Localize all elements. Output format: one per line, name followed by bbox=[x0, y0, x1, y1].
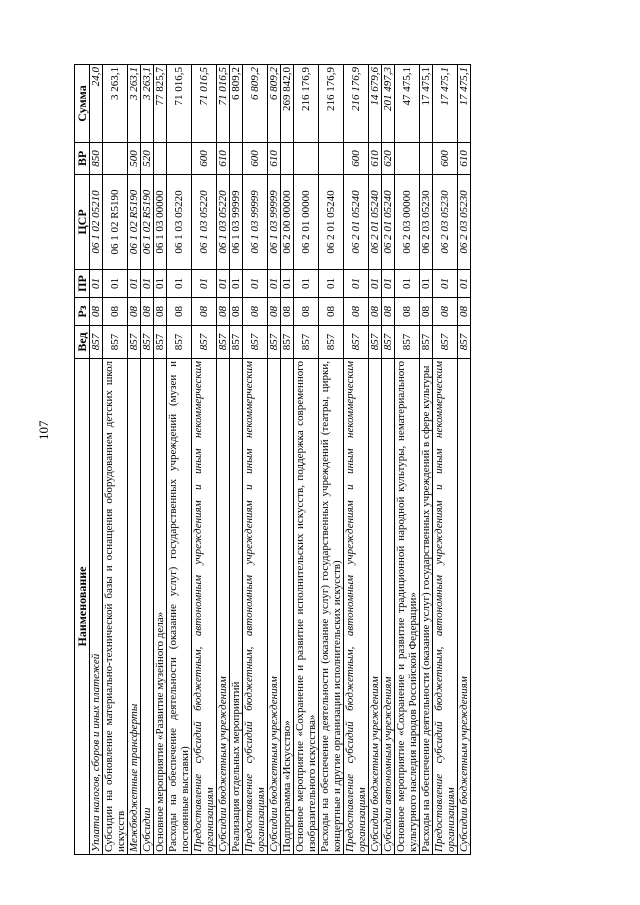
cell-sum: 71 016,5 bbox=[192, 65, 217, 143]
cell-vr: 600 bbox=[243, 143, 268, 175]
cell-rz: 08 bbox=[344, 298, 369, 326]
cell-name: Субсидии автономным учреждениям bbox=[382, 359, 395, 855]
cell-rz: 08 bbox=[420, 298, 433, 326]
page-number: 107 bbox=[36, 420, 51, 440]
header-rz: Рз bbox=[75, 298, 90, 326]
cell-name: Субсидии бюджетным учреждениям bbox=[217, 359, 230, 855]
cell-ved: 857 bbox=[128, 326, 141, 359]
cell-rz: 08 bbox=[395, 298, 420, 326]
table-row bbox=[433, 65, 458, 855]
cell-ved: 857 bbox=[382, 326, 395, 359]
table-row bbox=[294, 65, 319, 855]
cell-vr: 600 bbox=[192, 143, 217, 175]
cell-csr: 06 1 03 99999 bbox=[243, 175, 268, 270]
table-row bbox=[230, 65, 243, 855]
cell-name: Субсидии бюджетным учреждениям bbox=[369, 359, 382, 855]
cell-pr: 01 bbox=[128, 270, 141, 298]
cell-name: Основное мероприятие «Сохранение и развитие исполнительских искусств, поддержка современного изобразительного искусства» bbox=[294, 359, 319, 855]
cell-csr: 06 1 03 99999 bbox=[268, 175, 281, 270]
cell-name: Подпрограмма «Искусство» bbox=[281, 359, 294, 855]
cell-rz: 08 bbox=[243, 298, 268, 326]
table-row bbox=[217, 65, 230, 855]
cell-csr: 06 2 03 00000 bbox=[395, 175, 420, 270]
cell-sum: 3 263,1 bbox=[141, 65, 154, 143]
cell-ved: 857 bbox=[167, 326, 192, 359]
cell-csr: 06 1 03 05220 bbox=[167, 175, 192, 270]
cell-rz: 08 bbox=[192, 298, 217, 326]
cell-name: Предоставление субсидий бюджетным, автономным учреждениям и иным некоммерческим организациям bbox=[433, 359, 458, 855]
cell-vr bbox=[420, 143, 433, 175]
table-body bbox=[90, 65, 471, 855]
cell-sum: 24,0 bbox=[90, 65, 103, 143]
cell-sum: 14 679,6 bbox=[369, 65, 382, 143]
cell-csr: 06 1 03 99999 bbox=[230, 175, 243, 270]
cell-pr: 01 bbox=[458, 270, 471, 298]
cell-csr: 06 2 03 05230 bbox=[433, 175, 458, 270]
cell-pr: 01 bbox=[281, 270, 294, 298]
cell-ved: 857 bbox=[154, 326, 167, 359]
cell-csr: 06 1 02 R5190 bbox=[141, 175, 154, 270]
cell-vr: 520 bbox=[141, 143, 154, 175]
cell-vr bbox=[319, 143, 344, 175]
cell-sum: 216 176,9 bbox=[344, 65, 369, 143]
cell-name: Субсидии бюджетным учреждениям bbox=[458, 359, 471, 855]
cell-ved: 857 bbox=[268, 326, 281, 359]
cell-csr: 06 2 00 00000 bbox=[281, 175, 294, 270]
header-sum: Сумма bbox=[75, 65, 90, 143]
cell-csr: 06 2 03 05230 bbox=[458, 175, 471, 270]
cell-pr: 01 bbox=[319, 270, 344, 298]
cell-ved: 857 bbox=[458, 326, 471, 359]
table-row bbox=[268, 65, 281, 855]
table-row bbox=[154, 65, 167, 855]
cell-vr: 620 bbox=[382, 143, 395, 175]
table-row bbox=[382, 65, 395, 855]
cell-csr: 06 2 01 05240 bbox=[382, 175, 395, 270]
cell-ved: 857 bbox=[192, 326, 217, 359]
cell-ved: 857 bbox=[103, 326, 128, 359]
cell-sum: 47 475,1 bbox=[395, 65, 420, 143]
cell-pr: 01 bbox=[167, 270, 192, 298]
cell-name: Расходы на обеспечение деятельности (оказание услуг) государственных учреждений (театры, цирки, концертные и другие организации исполнительских искусств) bbox=[319, 359, 344, 855]
cell-csr: 06 1 03 05220 bbox=[192, 175, 217, 270]
cell-csr: 06 2 01 00000 bbox=[294, 175, 319, 270]
cell-rz: 08 bbox=[281, 298, 294, 326]
table-row bbox=[103, 65, 128, 855]
cell-rz: 08 bbox=[294, 298, 319, 326]
cell-pr: 01 bbox=[90, 270, 103, 298]
cell-name: Субсидии bbox=[141, 359, 154, 855]
cell-ved: 857 bbox=[281, 326, 294, 359]
cell-rz: 08 bbox=[433, 298, 458, 326]
cell-vr: 850 bbox=[90, 143, 103, 175]
cell-csr: 06 1 02 R5190 bbox=[103, 175, 128, 270]
cell-pr: 01 bbox=[369, 270, 382, 298]
cell-name: Основное мероприятие «Развитие музейного дела» bbox=[154, 359, 167, 855]
cell-name: Межбюджетные трансферты bbox=[128, 359, 141, 855]
cell-ved: 857 bbox=[141, 326, 154, 359]
cell-sum: 77 825,7 bbox=[154, 65, 167, 143]
header-pr: ПР bbox=[75, 270, 90, 298]
table-row bbox=[141, 65, 154, 855]
cell-pr: 01 bbox=[268, 270, 281, 298]
cell-name: Субсидии бюджетным учреждениям bbox=[268, 359, 281, 855]
cell-sum: 71 016,5 bbox=[217, 65, 230, 143]
cell-rz: 08 bbox=[90, 298, 103, 326]
cell-rz: 08 bbox=[217, 298, 230, 326]
cell-sum: 6 809,2 bbox=[243, 65, 268, 143]
cell-pr: 01 bbox=[382, 270, 395, 298]
cell-csr: 06 1 02 R5190 bbox=[128, 175, 141, 270]
cell-name: Субсидии на обновление материально-технической базы и оснащения оборудованием детских школ искусств bbox=[103, 359, 128, 855]
cell-sum: 216 176,9 bbox=[294, 65, 319, 143]
cell-pr: 01 bbox=[103, 270, 128, 298]
cell-pr: 01 bbox=[141, 270, 154, 298]
cell-ved: 857 bbox=[90, 326, 103, 359]
cell-vr: 610 bbox=[369, 143, 382, 175]
cell-vr bbox=[103, 143, 128, 175]
cell-rz: 08 bbox=[458, 298, 471, 326]
rotated-budget-table-container bbox=[74, 65, 609, 855]
cell-name: Предоставление субсидий бюджетным, автономным учреждениям и иным некоммерческим организациям bbox=[243, 359, 268, 855]
cell-sum: 216 176,9 bbox=[319, 65, 344, 143]
cell-rz: 08 bbox=[382, 298, 395, 326]
table-header-row bbox=[75, 65, 90, 855]
cell-sum: 6 809,2 bbox=[230, 65, 243, 143]
cell-csr: 06 1 03 05220 bbox=[217, 175, 230, 270]
cell-sum: 71 016,5 bbox=[167, 65, 192, 143]
cell-vr bbox=[395, 143, 420, 175]
header-vr: ВР bbox=[75, 143, 90, 175]
cell-sum: 3 263,1 bbox=[128, 65, 141, 143]
cell-vr: 610 bbox=[268, 143, 281, 175]
cell-rz: 08 bbox=[268, 298, 281, 326]
cell-name: Предоставление субсидий бюджетным, автономным учреждениям и иным некоммерческим организациям bbox=[192, 359, 217, 855]
cell-vr bbox=[154, 143, 167, 175]
cell-sum: 17 475,1 bbox=[458, 65, 471, 143]
table-row bbox=[243, 65, 268, 855]
cell-ved: 857 bbox=[395, 326, 420, 359]
table-row bbox=[344, 65, 369, 855]
cell-ved: 857 bbox=[217, 326, 230, 359]
cell-name: Реализация отдельных мероприятий bbox=[230, 359, 243, 855]
cell-rz: 08 bbox=[319, 298, 344, 326]
cell-rz: 08 bbox=[167, 298, 192, 326]
cell-pr: 01 bbox=[192, 270, 217, 298]
cell-vr: 610 bbox=[458, 143, 471, 175]
cell-sum: 6 809,2 bbox=[268, 65, 281, 143]
cell-vr bbox=[281, 143, 294, 175]
cell-pr: 01 bbox=[230, 270, 243, 298]
cell-name: Основное мероприятие «Сохранение и развитие традиционной народной культуры, нематериального культурного наследия народов Российской Федерации» bbox=[395, 359, 420, 855]
table-row bbox=[281, 65, 294, 855]
cell-sum: 17 475,1 bbox=[433, 65, 458, 143]
cell-sum: 3 263,1 bbox=[103, 65, 128, 143]
cell-csr: 06 2 03 05230 bbox=[420, 175, 433, 270]
cell-rz: 08 bbox=[141, 298, 154, 326]
cell-vr: 600 bbox=[433, 143, 458, 175]
header-ved: Вед bbox=[75, 326, 90, 359]
cell-ved: 857 bbox=[294, 326, 319, 359]
cell-sum: 201 497,3 bbox=[382, 65, 395, 143]
header-csr: ЦСР bbox=[75, 175, 90, 270]
table-row bbox=[192, 65, 217, 855]
cell-vr: 610 bbox=[217, 143, 230, 175]
cell-csr: 06 2 01 05240 bbox=[319, 175, 344, 270]
cell-csr: 06 1 03 00000 bbox=[154, 175, 167, 270]
cell-pr: 01 bbox=[420, 270, 433, 298]
cell-pr: 01 bbox=[154, 270, 167, 298]
cell-pr: 01 bbox=[395, 270, 420, 298]
cell-rz: 08 bbox=[103, 298, 128, 326]
cell-ved: 857 bbox=[344, 326, 369, 359]
cell-csr: 06 2 01 05240 bbox=[369, 175, 382, 270]
cell-name: Уплата налогов, сборов и иных платежей bbox=[90, 359, 103, 855]
table-row bbox=[167, 65, 192, 855]
cell-pr: 01 bbox=[294, 270, 319, 298]
cell-vr bbox=[167, 143, 192, 175]
header-name: Наименование bbox=[75, 359, 90, 855]
cell-name: Расходы на обеспечение деятельности (оказание услуг) государственных учреждений (музеи и постоянные выставки) bbox=[167, 359, 192, 855]
cell-ved: 857 bbox=[230, 326, 243, 359]
cell-ved: 857 bbox=[319, 326, 344, 359]
cell-vr: 600 bbox=[344, 143, 369, 175]
cell-csr: 06 2 01 05240 bbox=[344, 175, 369, 270]
cell-name: Предоставление субсидий бюджетным, автономным учреждениям и иным некоммерческим организациям bbox=[344, 359, 369, 855]
cell-pr: 01 bbox=[217, 270, 230, 298]
cell-sum: 269 842,0 bbox=[281, 65, 294, 143]
cell-pr: 01 bbox=[243, 270, 268, 298]
cell-rz: 08 bbox=[230, 298, 243, 326]
cell-rz: 08 bbox=[369, 298, 382, 326]
cell-ved: 857 bbox=[420, 326, 433, 359]
table-row bbox=[319, 65, 344, 855]
cell-vr: 500 bbox=[128, 143, 141, 175]
cell-rz: 08 bbox=[128, 298, 141, 326]
budget-table bbox=[74, 64, 471, 855]
table-row bbox=[395, 65, 420, 855]
table-row bbox=[458, 65, 471, 855]
cell-sum: 17 475,1 bbox=[420, 65, 433, 143]
table-row bbox=[420, 65, 433, 855]
cell-ved: 857 bbox=[369, 326, 382, 359]
cell-name: Расходы на обеспечение деятельности (оказание услуг) государственных учреждений в сфере культуры bbox=[420, 359, 433, 855]
cell-pr: 01 bbox=[344, 270, 369, 298]
cell-ved: 857 bbox=[243, 326, 268, 359]
cell-rz: 08 bbox=[154, 298, 167, 326]
cell-ved: 857 bbox=[433, 326, 458, 359]
table-row bbox=[128, 65, 141, 855]
table-row bbox=[90, 65, 103, 855]
cell-vr bbox=[294, 143, 319, 175]
cell-vr bbox=[230, 143, 243, 175]
cell-csr: 06 1 02 05210 bbox=[90, 175, 103, 270]
table-row bbox=[369, 65, 382, 855]
cell-pr: 01 bbox=[433, 270, 458, 298]
